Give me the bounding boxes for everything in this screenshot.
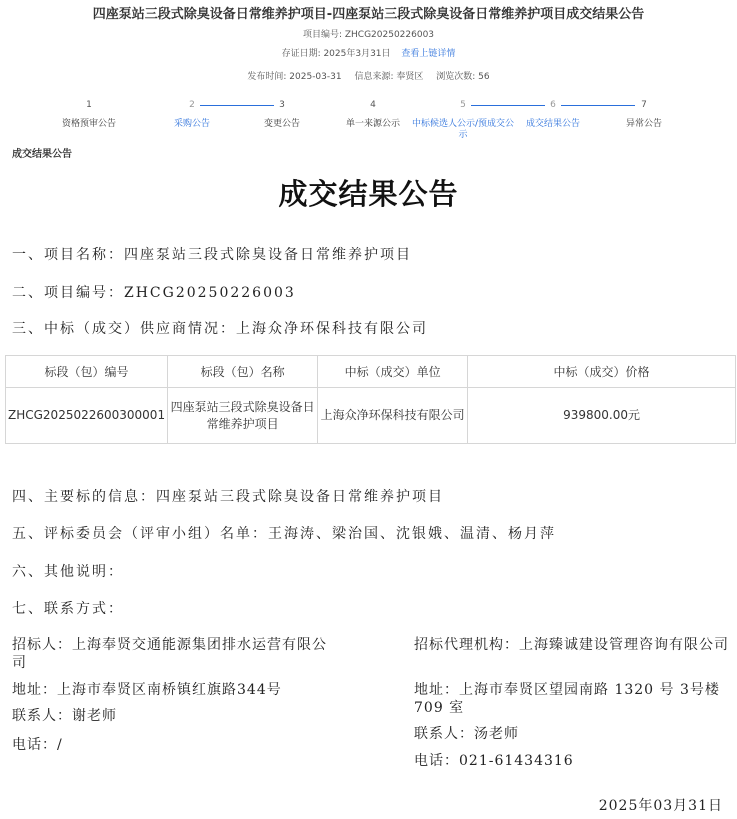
step-number: 5 <box>460 100 466 110</box>
step-label: 变更公告 <box>263 119 300 129</box>
main-subject-line: 四、主要标的信息：四座泵站三段式除臭设备日常维养护项目 <box>12 489 444 505</box>
table-row <box>6 388 736 444</box>
contact-heading-line: 七、联系方式： <box>12 601 124 617</box>
table-header: 标段（包）名称 <box>168 356 318 388</box>
step-label: 资格预审公告 <box>61 119 116 129</box>
step-number: 1 <box>86 100 92 110</box>
step-prequalification[interactable] <box>34 98 144 130</box>
agency-address: 地址：上海市奉贤区望园南路 1320 号 3号楼 709 室 <box>414 682 720 716</box>
project-code-line: 二、项目编号：ZHCG20250226003 <box>12 285 296 301</box>
step-label: 异常公告 <box>625 119 662 129</box>
publish-time: 发布时间: 2025-03-31 <box>247 72 342 82</box>
table-header-row <box>6 356 736 388</box>
step-label: 成交结果公告 <box>525 119 580 129</box>
agency-org: 招标代理机构：上海臻诚建设管理咨询有限公司 <box>414 637 729 653</box>
committee-line: 五、评标委员会（评审小组）名单：王海涛、梁治国、沈银娥、温清、杨月萍 <box>12 526 556 542</box>
step-number: 3 <box>279 100 285 110</box>
step-label: 单一来源公示 <box>345 119 400 129</box>
cert-info <box>0 46 737 59</box>
supplier-line: 三、中标（成交）供应商情况：上海众净环保科技有限公司 <box>12 321 428 337</box>
page-title: 四座泵站三段式除臭设备日常维养护项目-四座泵站三段式除臭设备日常维养护项目成交结果公告 <box>92 7 645 22</box>
result-table <box>5 355 736 444</box>
table-cell: 四座泵站三段式除臭设备日常维养护项目 <box>168 388 318 444</box>
table-header: 标段（包）编号 <box>6 356 168 388</box>
view-count: 浏览次数: 56 <box>436 72 490 82</box>
table-header: 中标（成交）单位 <box>318 356 468 388</box>
step-number: 4 <box>370 100 376 110</box>
table-cell: 939800.00元 <box>468 388 736 444</box>
project-code: 项目编号: ZHCG20250226003 <box>302 30 435 40</box>
step-connector <box>561 105 635 106</box>
step-label: 采购公告 <box>173 119 210 129</box>
table-header: 中标（成交）价格 <box>468 356 736 388</box>
tenderer-address: 地址：上海市奉贤区南桥镇红旗路344号 <box>12 682 282 698</box>
cert-detail-link[interactable]: 查看上链详情 <box>401 49 456 59</box>
step-number: 2 <box>189 100 195 110</box>
project-name-line: 一、项目名称：四座泵站三段式除臭设备日常维养护项目 <box>12 247 412 263</box>
step-connector <box>200 105 274 106</box>
tenderer-org: 招标人：上海奉贤交通能源集团排水运营有限公司 <box>12 637 327 671</box>
agency-phone: 电话：021-61434316 <box>414 753 574 769</box>
tenderer-contact: 联系人：谢老师 <box>12 708 117 724</box>
publish-meta <box>0 69 737 82</box>
info-source: 信息来源: 奉贤区 <box>354 72 424 82</box>
document-date: 2025年03月31日 <box>598 798 723 814</box>
document-title: 成交结果公告 <box>278 177 459 211</box>
other-notes-line: 六、其他说明： <box>12 564 124 580</box>
tenderer-phone: 电话：/ <box>12 737 63 753</box>
section-label: 成交结果公告 <box>12 149 72 160</box>
table-cell: ZHCG2025022600300001 <box>6 388 168 444</box>
step-abnormal[interactable] <box>589 98 699 130</box>
step-number: 7 <box>641 100 647 110</box>
table-cell: 上海众净环保科技有限公司 <box>318 388 468 444</box>
agency-contact: 联系人：汤老师 <box>414 726 519 742</box>
cert-date: 存证日期: 2025年3月31日 <box>281 49 391 59</box>
step-connector <box>471 105 545 106</box>
step-number: 6 <box>550 100 556 110</box>
step-label: 中标候选人公示/预成交公示 <box>411 119 515 140</box>
